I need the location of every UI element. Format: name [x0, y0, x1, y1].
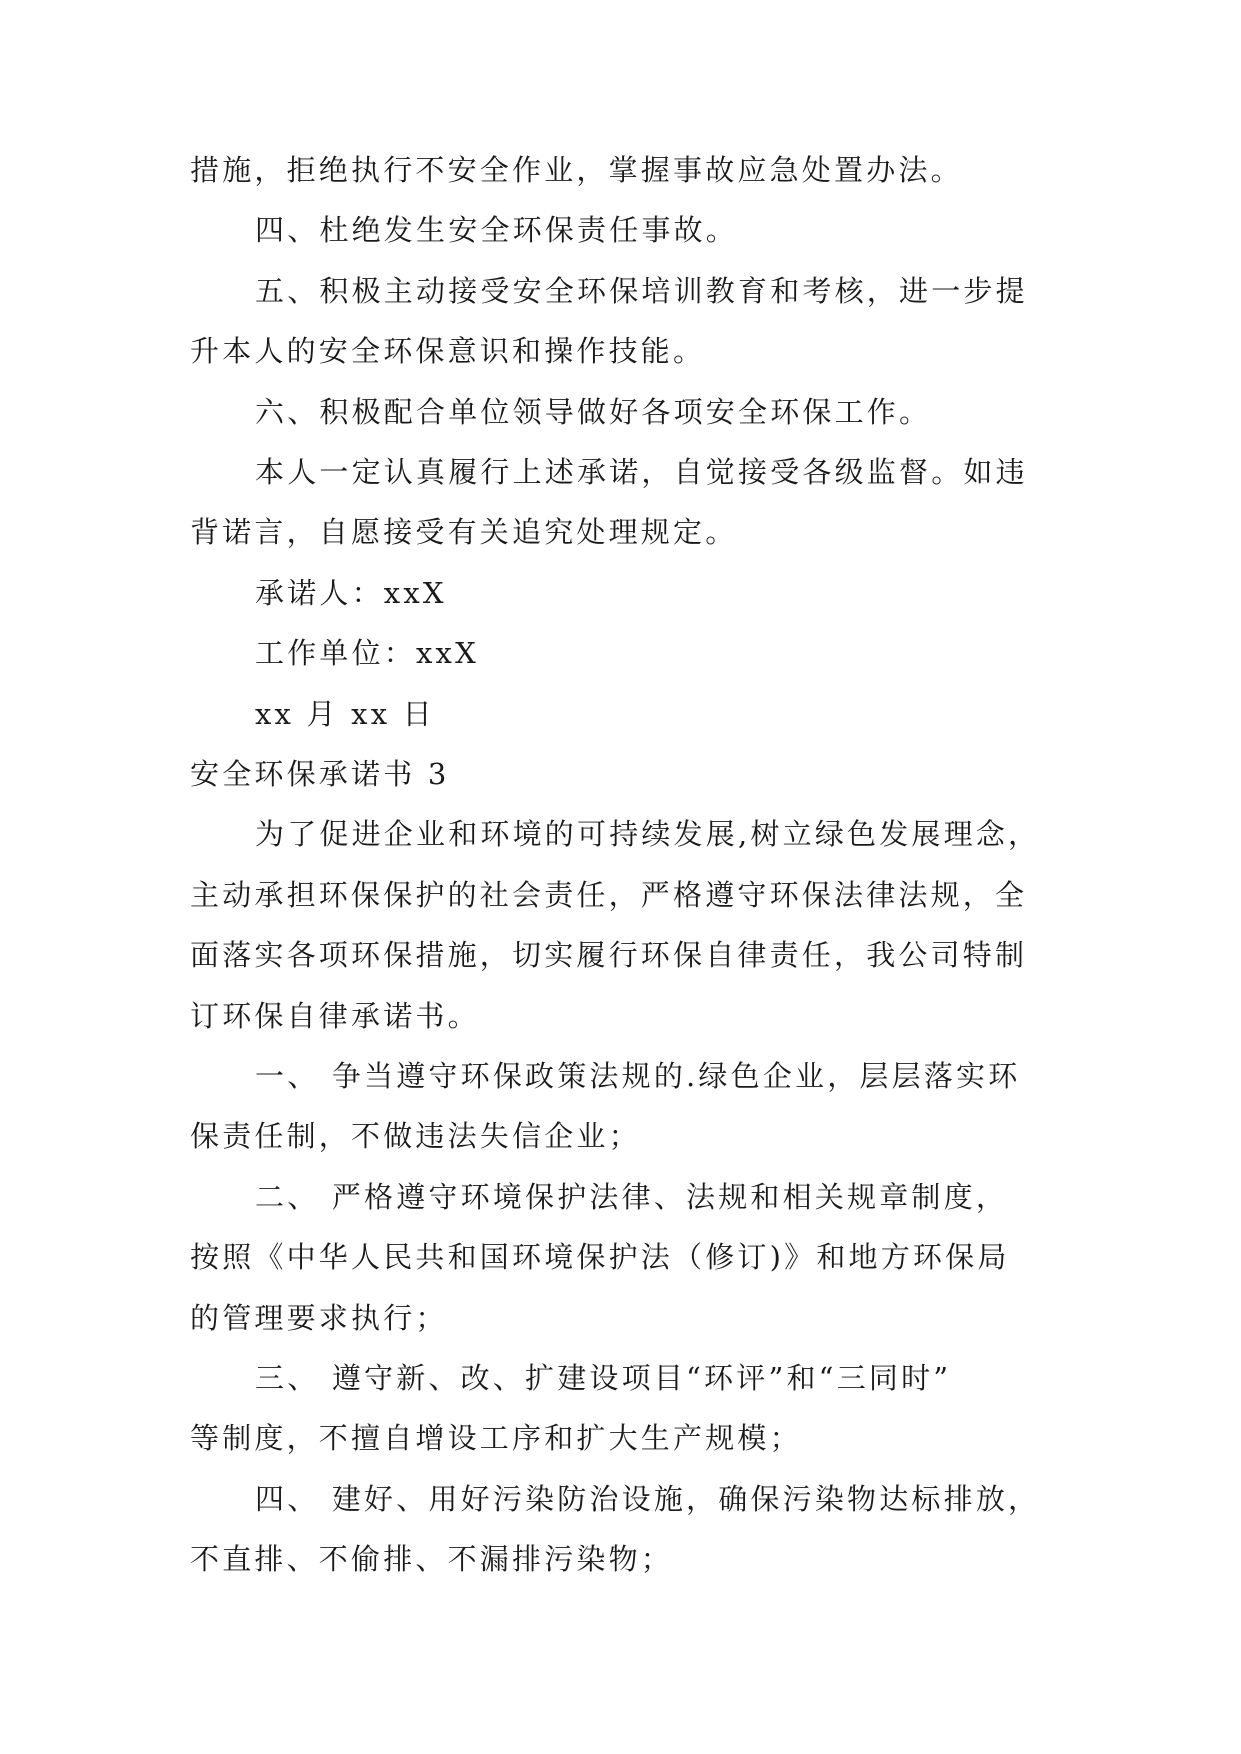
- text-line: 本人一定认真履行上述承诺，自觉接受各级监督。如违: [255, 455, 1028, 489]
- signatory-line: 承诺人：xxX: [255, 576, 447, 610]
- text-line: 等制度，不擅自增设工序和扩大生产规模；: [190, 1421, 802, 1455]
- text-line: 三、 遵守新、改、扩建设项目“环评”和“三同时”: [255, 1361, 952, 1395]
- text-line: 二、 严格遵守环境保护法律、法规和相关规章制度，: [255, 1180, 1009, 1214]
- text-line: 为了促进企业和环境的可持续发展,树立绿色发展理念，: [255, 817, 1041, 851]
- text-line: 保责任制，不做违法失信企业；: [190, 1119, 641, 1153]
- date-line: xx 月 xx 日: [255, 697, 435, 731]
- text-line: 不直排、不偷排、不漏排污染物；: [190, 1542, 674, 1576]
- text-line: 四、杜绝发生安全环保责任事故。: [255, 213, 739, 247]
- work-unit-line: 工作单位：xxX: [255, 636, 479, 670]
- text-line: 的管理要求执行；: [190, 1301, 448, 1335]
- text-line: 措施，拒绝执行不安全作业，掌握事故应急处置办法。: [190, 153, 963, 187]
- text-line: 背诺言，自愿接受有关追究处理规定。: [190, 515, 738, 549]
- text-line: 订环保自律承诺书。: [190, 999, 480, 1033]
- text-line: 四、 建好、用好污染防治设施，确保污染物达标排放，: [255, 1482, 1041, 1516]
- text-line: 五、积极主动接受安全环保培训教育和考核，进一步提: [255, 274, 1028, 308]
- text-line: 主动承担环保保护的社会责任，严格遵守环保法律法规，全: [190, 878, 1028, 912]
- text-line: 一、 争当遵守环保政策法规的.绿色企业，层层落实环: [255, 1059, 1021, 1093]
- text-line: 六、积极配合单位领导做好各项安全环保工作。: [255, 395, 932, 429]
- section-heading: 安全环保承诺书 3: [190, 757, 450, 791]
- text-line: 面落实各项环保措施，切实履行环保自律责任，我公司特制: [190, 938, 1028, 972]
- text-line: 升本人的安全环保意识和操作技能。: [190, 334, 706, 368]
- text-line: 按照《中华人民共和国环境保护法（修订)》和地方环保局: [190, 1240, 1010, 1274]
